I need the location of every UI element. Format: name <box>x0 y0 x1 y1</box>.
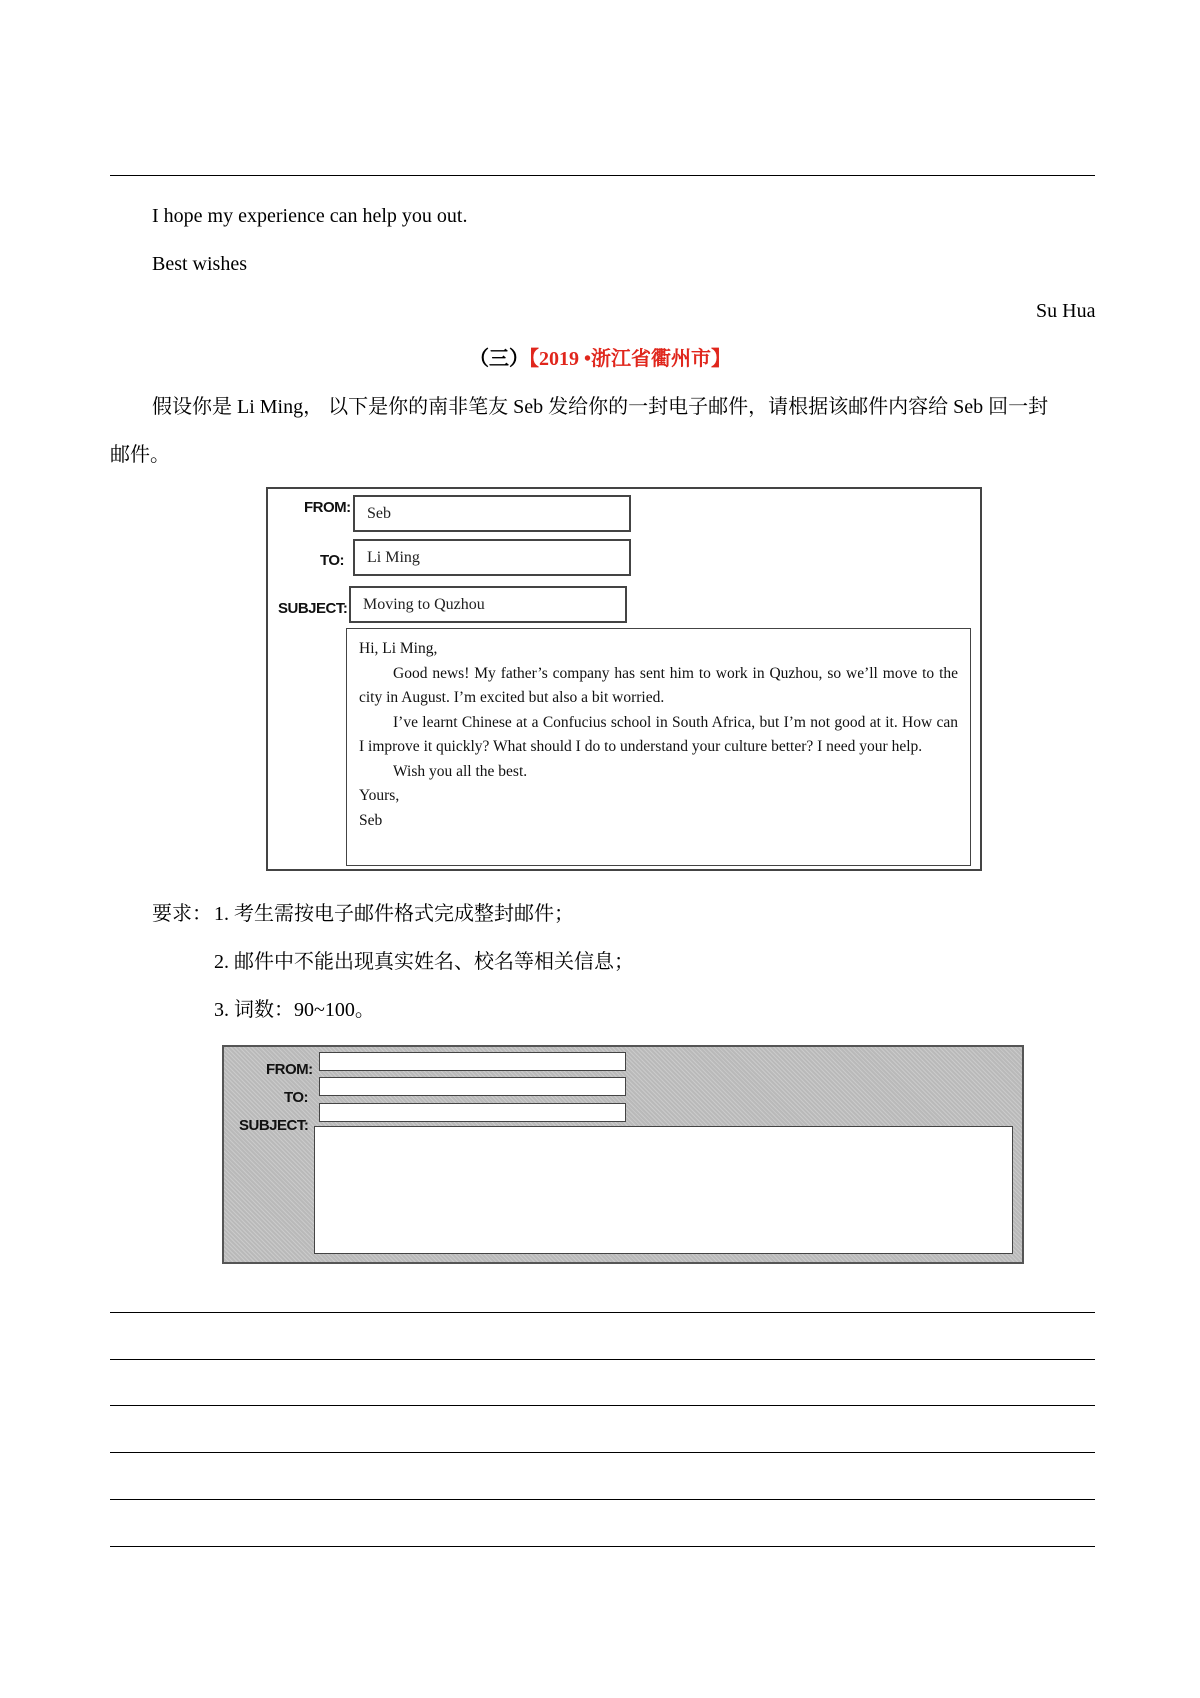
answer-line <box>110 1452 1095 1453</box>
template-message-area[interactable] <box>314 1126 1013 1254</box>
message-body <box>346 628 971 866</box>
requirement-item-3: 3. 词数：90~100。 <box>214 999 375 1021</box>
template-subject-label: SUBJECT: <box>239 1117 309 1134</box>
letter-closing-line: I hope my experience can help you out. <box>152 205 468 227</box>
requirement-item-2: 2. 邮件中不能出现真实姓名、校名等相关信息； <box>214 951 634 973</box>
answer-line <box>110 1499 1095 1500</box>
answer-line <box>110 1312 1095 1313</box>
blank-email-template <box>222 1045 1024 1264</box>
template-from-label: FROM: <box>266 1061 313 1078</box>
subject-label: SUBJECT: <box>278 600 348 617</box>
message-closing: Yours, <box>359 787 400 804</box>
message-greeting: Hi, Li Ming, <box>359 640 438 657</box>
answer-line <box>110 175 1095 176</box>
to-label: TO: <box>320 552 345 569</box>
to-field <box>353 539 631 576</box>
from-label: FROM: <box>304 499 351 516</box>
answer-line <box>110 1359 1095 1360</box>
requirement-item-1: 1. 考生需按电子邮件格式完成整封邮件； <box>214 903 574 925</box>
template-to-label: TO: <box>284 1089 309 1106</box>
answer-line <box>110 1405 1095 1406</box>
template-from-field[interactable] <box>319 1052 626 1071</box>
from-value: Seb <box>367 504 391 522</box>
subject-value: Moving to Quzhou <box>363 595 485 613</box>
template-subject-field[interactable] <box>319 1103 626 1122</box>
message-paragraph-1: Good news! My father’s company has sent him to work in Quzhou, so we’ll move to the city in August. I’m excited but also a bit worried. <box>359 664 958 706</box>
instruction-line-2: 邮件。 <box>110 444 170 466</box>
message-paragraph-2: I’ve learnt Chinese at a Confucius school in South Africa, but I’m not good at it. How can I improve it quickly? What should I do to understand your culture better? I need your help. <box>359 713 958 755</box>
instruction-line-1: 假设你是 Li Ming， 以下是你的南非笔友 Seb 发给你的一封电子邮件，请根据该邮件内容给 Seb 回一封 <box>152 396 1049 418</box>
section-source: 【2019 •浙江省衢州市】 <box>528 348 731 370</box>
message-signature: Seb <box>359 811 383 829</box>
section-heading <box>0 347 1200 371</box>
requirements-label: 要求： <box>152 903 212 925</box>
message-paragraph-3: Wish you all the best. <box>393 762 528 780</box>
from-field <box>353 495 631 532</box>
letter-best-wishes: Best wishes <box>152 253 247 275</box>
to-value: Li Ming <box>367 548 420 566</box>
sample-email-form <box>266 487 982 871</box>
answer-line <box>110 1546 1095 1547</box>
section-number: （三） <box>468 348 529 370</box>
template-to-field[interactable] <box>319 1077 626 1096</box>
subject-field <box>349 586 627 623</box>
letter-signature: Su Hua <box>1036 300 1096 322</box>
